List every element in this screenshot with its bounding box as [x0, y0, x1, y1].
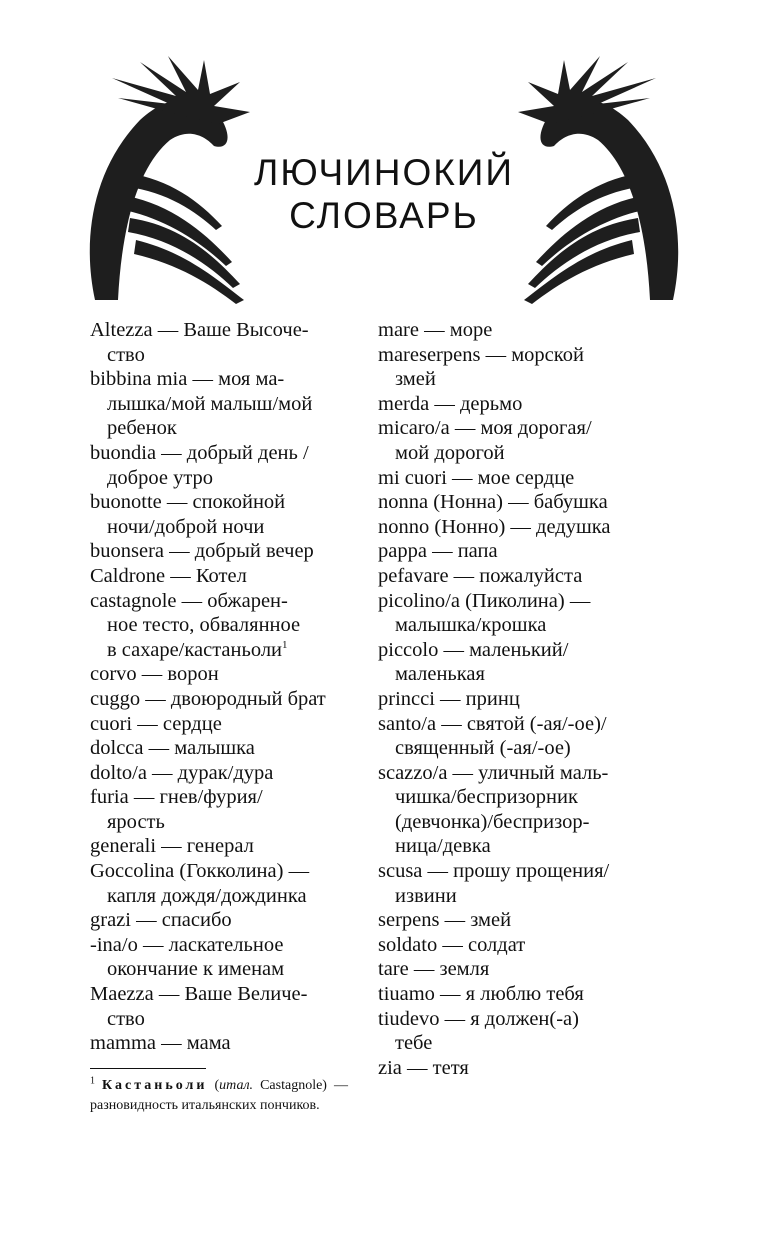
glossary-entry: [90, 785, 360, 834]
glossary-entry: [378, 589, 646, 638]
entry-line: furia — гнев/фурия/: [90, 786, 263, 809]
entry-line: pappa — папа: [378, 540, 498, 563]
glossary-entry: [378, 564, 646, 589]
entry-line: merda — дерьмо: [378, 392, 523, 415]
entry-continuation: лышка/мой малыш/мой: [107, 392, 313, 415]
glossary-entry: [378, 392, 646, 417]
glossary-entry: [90, 736, 360, 761]
entry-continuation: змей: [395, 368, 436, 391]
entry-line: castagnole — обжарен-: [90, 589, 288, 612]
glossary-entry: [378, 1007, 646, 1056]
entry-continuation: ребенок: [107, 417, 177, 440]
entry-line: Caldrone — Котел: [90, 564, 247, 587]
glossary-entry: [90, 933, 360, 982]
entry-line: cuori — сердце: [90, 712, 222, 735]
entry-continuation: окончание к именам: [107, 958, 285, 981]
entry-line: scazzo/a — уличный маль-: [378, 761, 609, 784]
entry-continuation: ство: [107, 343, 145, 366]
glossary-entry: [378, 539, 646, 564]
entry-line: Goccolina (Гокколина) —: [90, 860, 310, 883]
glossary-entry: [90, 712, 360, 737]
glossary-right-column: [378, 318, 646, 1080]
entry-continuation: тебе: [395, 1032, 433, 1055]
entry-line: grazi — спасибо: [90, 909, 232, 932]
entry-line: mi cuori — мое сердце: [378, 466, 575, 489]
entry-continuation: извини: [395, 884, 457, 907]
entry-line: dolto/a — дурак/дура: [90, 761, 274, 784]
footnote-lang: итал.: [219, 1078, 254, 1093]
glossary-entry: [90, 908, 360, 933]
glossary-entry: [378, 859, 646, 908]
entry-continuation: капля дождя/дождинка: [107, 884, 307, 907]
entry-line: pefavare — пожалуйста: [378, 564, 583, 587]
entry-line: piccolo — маленький/: [378, 638, 569, 661]
entry-line: scusa — прошу прощения/: [378, 860, 610, 883]
entry-line: soldato — солдат: [378, 933, 526, 956]
entry-line: mareserpens — морской: [378, 343, 584, 366]
entry-continuation: маленькая: [395, 663, 485, 686]
glossary-entry: [378, 638, 646, 687]
glossary-entry: [378, 466, 646, 491]
glossary-entry: [378, 490, 646, 515]
glossary-entry: [90, 441, 360, 490]
entry-line: bibbina mia — моя ма-: [90, 368, 285, 391]
glossary-entry: [378, 712, 646, 761]
entry-line: Maezza — Ваше Величе-: [90, 983, 308, 1006]
glossary-entry: [90, 564, 360, 589]
glossary-entry: [90, 490, 360, 539]
entry-line: tiudevo — я должен(-а): [378, 1007, 579, 1030]
entry-line: tiuamo — я люблю тебя: [378, 983, 584, 1006]
entry-continuation: ство: [107, 1007, 145, 1030]
glossary-entry: [378, 908, 646, 933]
glossary-entry: [90, 1031, 360, 1056]
glossary-entry: [378, 687, 646, 712]
entry-continuation: (девчонка)/беспризор-: [395, 810, 590, 833]
page-title-line2: СЛОВАРЬ: [289, 195, 479, 236]
entry-line: zia — тетя: [378, 1056, 469, 1079]
entry-line: nonna (Нонна) — бабушка: [378, 491, 608, 514]
entry-line: mamma — мама: [90, 1032, 231, 1055]
glossary-entry: [90, 539, 360, 564]
glossary-entry: [90, 318, 360, 367]
glossary-entry: [90, 367, 360, 441]
entry-line: Altezza — Ваше Высоче-: [90, 319, 309, 341]
entry-line: tare — земля: [378, 958, 490, 981]
glossary-entry: [90, 834, 360, 859]
entry-line: cuggo — двоюродный брат: [90, 687, 326, 710]
entry-line: -ina/o — ласкательное: [90, 933, 284, 956]
footnote-marker: 1: [90, 1075, 95, 1087]
glossary-entry: [378, 933, 646, 958]
entry-continuation: мой дорогой: [395, 441, 505, 464]
glossary-entry: [90, 982, 360, 1031]
entry-continuation: малышка/крошка: [395, 614, 547, 637]
glossary-entry: [378, 318, 646, 343]
glossary-entry: [90, 687, 360, 712]
header-illustration: [0, 0, 768, 310]
entry-line: generali — генерал: [90, 835, 254, 858]
entry-line: dolcca — малышка: [90, 737, 255, 760]
page-title-line1: ЛЮЧИНОКИЙ: [254, 152, 514, 193]
entry-line: mare — море: [378, 319, 493, 341]
footnote-text: Castagnole) — разновидность итальянских пончиков.: [90, 1078, 348, 1113]
footnote-term: Кастаньоли: [102, 1078, 208, 1093]
entry-continuation: в сахаре/кастаньоли$^1$: [107, 638, 288, 661]
entry-line: buondia — добрый день /: [90, 441, 309, 464]
glossary-entry: [378, 1056, 646, 1081]
glossary-entry: [378, 761, 646, 859]
entry-continuation: священный (-ая/-ое): [395, 737, 571, 760]
footnote-divider: [90, 1068, 206, 1069]
glossary-entry: [90, 859, 360, 908]
entry-line: buonotte — спокойной: [90, 491, 286, 514]
entry-line: princci — принц: [378, 687, 520, 710]
glossary-entry: [378, 343, 646, 392]
entry-line: santo/a — святой (-ая/-ое)/: [378, 712, 607, 735]
glossary-entry: [378, 957, 646, 982]
entry-continuation: чишка/беспризорник: [395, 786, 578, 809]
entry-continuation: ница/девка: [395, 835, 491, 858]
entry-line: buonsera — добрый вечер: [90, 540, 314, 563]
glossary-entry: [378, 416, 646, 465]
glossary-left-column: [90, 318, 360, 1056]
entry-continuation: доброе утро: [107, 466, 214, 489]
glossary-entry: [378, 982, 646, 1007]
glossary-entry: [90, 589, 360, 663]
entry-continuation: ночи/доброй ночи: [107, 515, 265, 538]
glossary-entry: [378, 515, 646, 540]
entry-line: micaro/a — моя дорогая/: [378, 417, 592, 440]
glossary-entry: [90, 761, 360, 786]
entry-line: picolino/a (Пиколина) —: [378, 589, 591, 612]
entry-continuation: ярость: [107, 810, 165, 833]
footnote-reference: 1: [282, 638, 288, 651]
entry-continuation: ное тесто, обвалянное: [107, 614, 301, 637]
entry-line: serpens — змей: [378, 909, 512, 932]
footnote: $^1$ Кастаньоли (итал. Castagnole) — разновидность итальянских пончиков.: [90, 1075, 348, 1113]
entry-line: corvo — ворон: [90, 663, 219, 686]
entry-line: nonno (Нонно) — дедушка: [378, 515, 611, 538]
glossary-entry: [90, 662, 360, 687]
